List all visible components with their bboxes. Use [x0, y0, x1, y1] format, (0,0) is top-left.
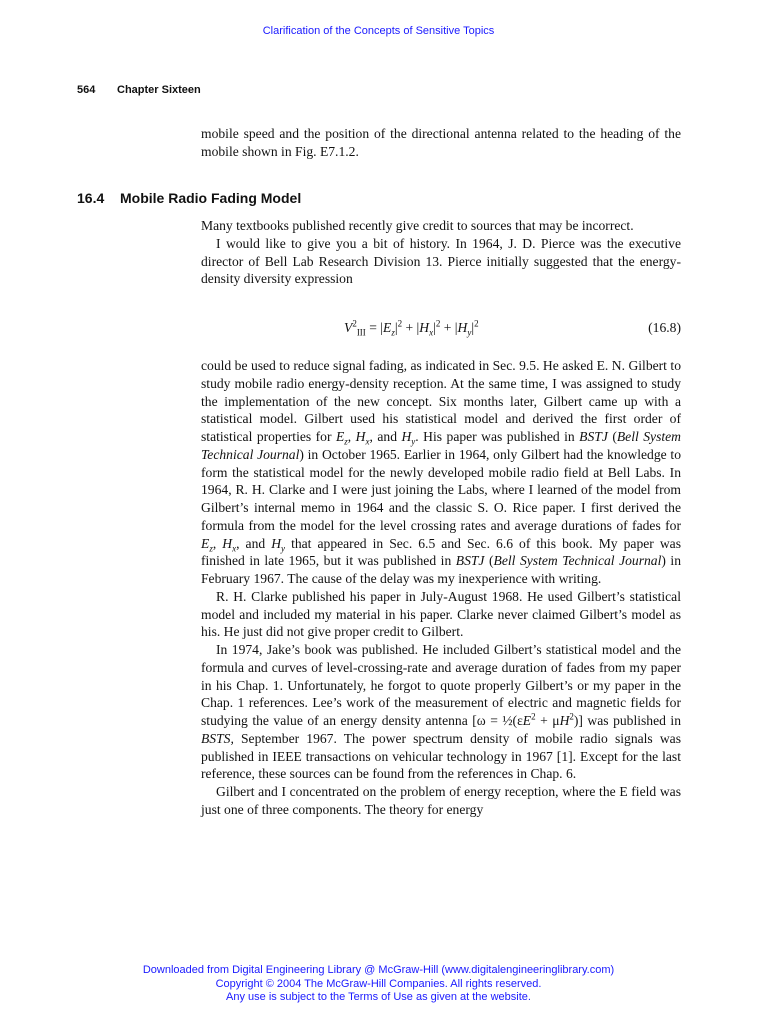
equation-expression: $V^2_{III} = |E_z|^2 + |H_x|^2 + |H_y|^2$: [344, 318, 479, 338]
paragraph: I would like to give you a bit of history. In 1964, J. D. Pierce was the executive director of Bell Lab Research Division 13. Pierce initially suggested that the energy-density diversity expression: [201, 235, 681, 287]
intro-paragraph: mobile speed and the position of the directional antenna related to the heading of the mobile shown in Fig. E7.1.2.: [201, 126, 681, 159]
intro-block: [201, 125, 681, 161]
main-text-block: [201, 357, 681, 819]
section-title: Mobile Radio Fading Model: [120, 190, 302, 206]
paragraph: Many textbooks published recently give credit to sources that may be incorrect.: [201, 218, 634, 233]
top-link[interactable]: Clarification of the Concepts of Sensitive Topics: [262, 25, 495, 37]
section-number: 16.4: [77, 190, 105, 206]
equation: [201, 320, 681, 340]
footer-copyright[interactable]: Copyright © 2004 The McGraw-Hill Companies. All rights reserved.: [215, 977, 542, 990]
pre-equation-block: [201, 217, 681, 288]
running-head: [77, 84, 201, 96]
footer-terms-link[interactable]: Any use is subject to the Terms of Use as given at the website.: [226, 991, 531, 1003]
paragraph: could be used to reduce signal fading, as indicated in Sec. 9.5. He asked E. N. Gilbert to study mobile radio energy-density reception. At the same time, I was assigned to study the implementation of the new concept. Six months later, Gilbert came up with a statistical model. Gilbert used his statistical model and derived the first order of statistical properties for $E_z$, $H_x$, and $H_y$. His paper was published in BSTJ (Bell System Technical Journal) in October 1965. Earlier in 1964, only Gilbert had the knowledge to form the statistical model for the newly developed mobile radio field at Bell Labs. In 1964, R. H. Clarke and I were just joining the Labs, where I learned of the model from Gilbert’s internal memo in 1964 and the classic S. O. Rice paper. I first derived the formula from the model for the level crossing rates and average durations of fades for $E_z$, $H_x$, and $H_y$ that appeared in Sec. 6.5 and Sec. 6.6 of this book. My paper was finished in late 1965, but it was published in BSTJ (Bell System Technical Journal) in February 1967. The cause of the delay was my inexperience with writing.: [201, 358, 682, 586]
footer-download-link[interactable]: Downloaded from Digital Engineering Library @ McGraw-Hill (www.digitalengineeringlibrary.com): [142, 964, 615, 976]
footer: [0, 964, 757, 1005]
chapter-title: Chapter Sixteen: [117, 84, 201, 96]
paragraph: In 1974, Jake’s book was published. He included Gilbert’s statistical model and the formula and curves of level-crossing-rate and average duration of fades from my paper in his Chap. 1. Unfortunately, he forgot to quote properly Gilbert’s or my paper in the Chap. 1 references. Lee’s work of the measurement of electric and magnetic fields for studying the value of an energy density antenna $[\omega = \frac{1}{2}(\varepsilon E^2 + \mu H^2)]$ was published in BSTS, September 1967. The power spectrum density of mobile radio signals was published in IEEE transactions on vehicular technology in 1967 [1]. Except for the last reference, these sources can be found from the references in Chap. 6.: [201, 642, 681, 782]
paragraph: R. H. Clarke published his paper in July-August 1968. He used Gilbert’s statistical model and included my material in his paper. Clarke never claimed Gilbert’s model as his. He just did not give proper credit to Gilbert.: [201, 588, 681, 640]
paragraph: Gilbert and I concentrated on the problem of energy reception, where the E field was just one of three components. The theory for energy: [201, 784, 681, 817]
page-number: 564: [77, 84, 96, 96]
section-heading: [77, 190, 301, 206]
equation-number: (16.8): [648, 320, 681, 335]
